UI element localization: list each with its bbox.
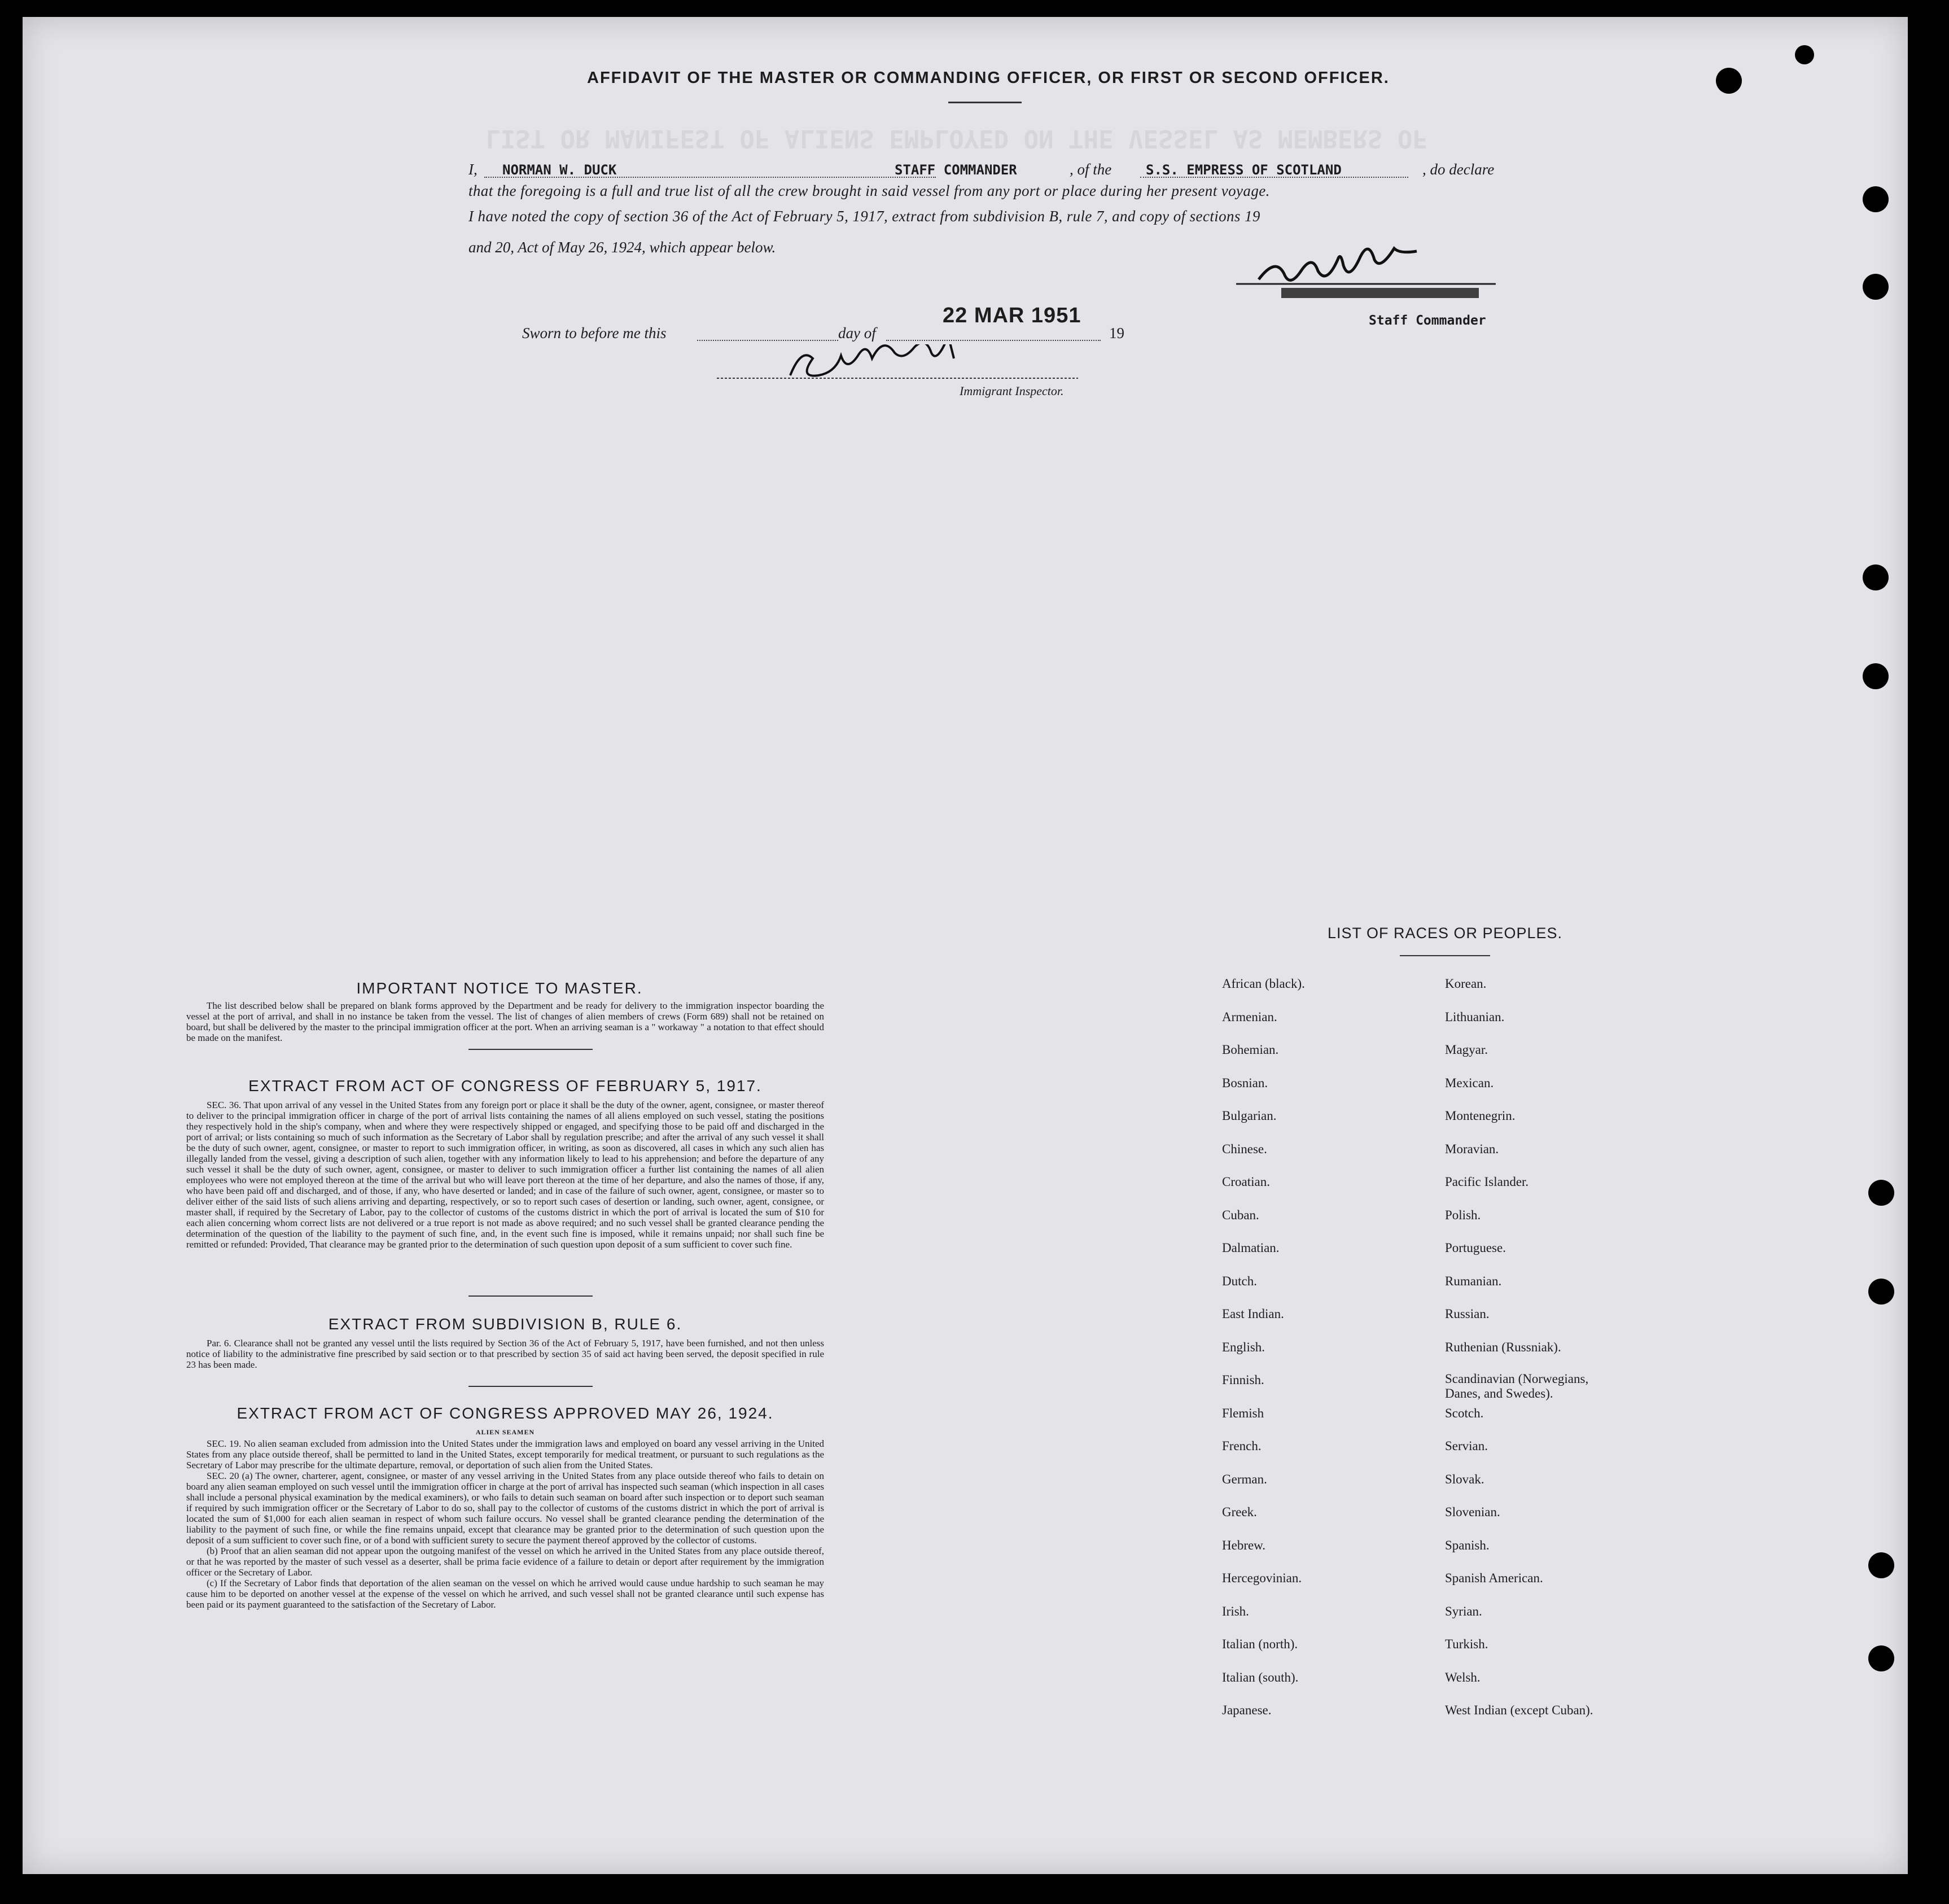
- affidavit-line-1: [468, 161, 1524, 181]
- punch-hole: [1863, 663, 1889, 689]
- subdivision-b-text: [186, 1338, 824, 1370]
- race-item: Dalmatian.: [1222, 1241, 1280, 1255]
- race-item: Cuban.: [1222, 1207, 1259, 1222]
- race-item: Scotch.: [1445, 1406, 1484, 1420]
- punch-hole: [1868, 1552, 1894, 1578]
- race-item: Spanish.: [1445, 1538, 1490, 1552]
- subdivision-b-title: EXTRACT FROM SUBDIVISION B, RULE 6.: [328, 1315, 682, 1333]
- races-title: LIST OF RACES OR PEOPLES.: [1327, 925, 1563, 942]
- sworn-text: Sworn to before me this: [522, 325, 667, 342]
- divider-rule: [468, 1049, 593, 1050]
- race-item: Polish.: [1445, 1207, 1481, 1222]
- race-item: Ruthenian (Russniak).: [1445, 1340, 1561, 1354]
- sec-36-paragraph: SEC. 36. That upon arrival of any vessel in the United States from any foreign port or place it shall be the duty of the owner, agent, consignee, or master thereof to deliver to the principal immigration officer in charge of the port of arrival lists containing the names of all aliens employed on such vessel, stating the positions they respectively hold in the ship's company, when and where they were respectively shipped or engaged, and specifying those to be paid off and discharged in the port of arrival; or lists containing so much of such information as the Secretary of Labor shall by regulation prescribe; and after the arrival of any such vessel it shall be the duty of such owner, agent, consignee, or master to report to such immigration officer, in writing, as soon as discovered, all cases in which any such alien has illegally landed from the vessel, giving a description of such alien, together with any information likely to lead to his apprehension; and before the departure of any such vessel it shall be the duty of such owner, agent, consignee, or master to deliver to such immigration officer a further list containing the names of all alien employees who were not employed thereon at the time of the arrival but who will leave port thereon at the time of her departure, and also the names of those, if any, who have been paid off and discharged, and of those, if any, who have deserted or landed; and in case of the failure of such owner, agent, consignee, or master so to deliver either of the said lists of such aliens arriving and departing, respectively, or so to report such cases of desertion or landing, such owner, agent, consignee, or master shall, if required by the Secretary of Labor, pay to the collector of customs of the customs district in which the port of arrival is located the sum of $10 for each alien concerning whom correct lists are not delivered or a true report is not made as above required; and no such vessel shall be granted clearance pending the determination of the question of the liability to the payment of such fine, and, in the event such fine is imposed, while it remains unpaid; nor shall such fine be remitted or refunded: Provided, That clearance may be granted prior to the determination of such question upon deposit of a sum sufficient to cover such fine.: [186, 1100, 824, 1250]
- race-item: Hercegovinian.: [1222, 1571, 1302, 1585]
- race-item: Finnish.: [1222, 1373, 1264, 1387]
- race-item: Moravian.: [1445, 1141, 1499, 1156]
- year-prefix: 19: [1109, 325, 1124, 342]
- race-item: Dutch.: [1222, 1273, 1257, 1288]
- race-item: French.: [1222, 1439, 1262, 1453]
- races-right-column: [1445, 975, 1682, 1735]
- affidavit-title: AFFIDAVIT OF THE MASTER OR COMMANDING OFFICER, OR FIRST OR SECOND OFFICER.: [587, 69, 1390, 87]
- affidavit-i: I,: [468, 161, 478, 178]
- race-item: Chinese.: [1222, 1141, 1267, 1156]
- notice-text: [186, 1000, 824, 1043]
- race-item: Syrian.: [1445, 1604, 1482, 1618]
- title-underline: [948, 102, 1022, 103]
- punch-hole: [1863, 564, 1889, 590]
- race-item: East Indian.: [1222, 1307, 1284, 1321]
- race-item: Bohemian.: [1222, 1043, 1279, 1057]
- race-item: Scandinavian (Norwegians, Danes, and Swedes).: [1445, 1372, 1589, 1400]
- race-item: Montenegrin.: [1445, 1109, 1516, 1123]
- race-item: Rumanian.: [1445, 1273, 1502, 1288]
- race-item: Italian (south).: [1222, 1670, 1299, 1684]
- race-item: Magyar.: [1445, 1043, 1488, 1057]
- extract-1917-title: EXTRACT FROM ACT OF CONGRESS OF FEBRUARY 5, 1917.: [248, 1077, 762, 1095]
- race-item: German.: [1222, 1472, 1267, 1486]
- race-item: Servian.: [1445, 1439, 1488, 1453]
- race-item: Mexican.: [1445, 1075, 1494, 1090]
- race-item: Welsh.: [1445, 1670, 1481, 1684]
- divider-rule: [468, 1386, 593, 1387]
- affidavit-line-3: I have noted the copy of section 36 of the Act of February 5, 1917, extract from subdivision B, rule 7, and copy of sections 19: [468, 208, 1260, 225]
- master-signature: [1236, 246, 1501, 308]
- vessel-name: S.S. EMPRESS OF SCOTLAND: [1146, 162, 1342, 178]
- punch-hole: [1795, 45, 1814, 64]
- affidavit-line-2: that the foregoing is a full and true list of all the crew brought in said vessel from any port or place during her present voyage.: [468, 182, 1270, 199]
- signature-title: Staff Commander: [1369, 313, 1486, 328]
- extract-1924-title: EXTRACT FROM ACT OF CONGRESS APPROVED MAY 26, 1924.: [236, 1404, 774, 1422]
- inspector-signature: [717, 344, 1078, 389]
- race-item: Flemish: [1222, 1406, 1264, 1420]
- race-item: Lithuanian.: [1445, 1009, 1505, 1024]
- race-item: Irish.: [1222, 1604, 1249, 1618]
- races-underline: [1400, 955, 1490, 956]
- punch-hole: [1868, 1645, 1894, 1671]
- race-item: Hebrew.: [1222, 1538, 1266, 1552]
- punch-hole: [1863, 274, 1889, 300]
- race-item: Greek.: [1222, 1505, 1257, 1519]
- race-item: Korean.: [1445, 977, 1487, 991]
- race-item: Slovak.: [1445, 1472, 1484, 1486]
- race-item: Armenian.: [1222, 1009, 1277, 1024]
- race-item: African (black).: [1222, 977, 1305, 991]
- race-item: Japanese.: [1222, 1703, 1272, 1717]
- extract-1917-text: [186, 1100, 824, 1250]
- sec-19-paragraph: SEC. 19. No alien seaman excluded from admission into the United States under the immigration laws and employed on board any vessel arriving in the United States from any place outside thereof, shall be permitted to land in the United States, except temporarily for medical treatment, or pursuant to such regulations as the Secretary of Labor may prescribe for the ultimate departure, removal, or deportation of such alien from the United States.: [186, 1438, 824, 1470]
- master-name: NORMAN W. DUCK: [502, 162, 617, 178]
- race-item: Pacific Islander.: [1445, 1175, 1529, 1189]
- do-declare-text: , do declare: [1422, 161, 1495, 178]
- of-the-text: , of the: [1070, 161, 1112, 178]
- sec-20b-paragraph: (b) Proof that an alien seaman did not appear upon the outgoing manifest of the vessel on which he arrived in the United States from any place outside thereof, or that he was reported by the master of such vessel as a deserter, shall be prima facie evidence of a failure to detain or deport after requirement by the immigration officer or the Secretary of Labor.: [186, 1546, 824, 1578]
- sec-20a-paragraph: SEC. 20 (a) The owner, charterer, agent, consignee, or master of any vessel arriving in the United States from any place outside thereof who fails to detain on board any alien seaman employed on such vessel until the immigration officer in charge at the port of arrival has inspected such seaman (which inspection in all cases shall include a personal physical examination by the medical examiners), or who fails to detain such seaman on board after such inspection or to deport such seaman if required by such immigration officer or the Secretary of Labor to do so, shall pay to the collector of customs of the customs district in which the port of arrival is located the sum of $1,000 for each alien seaman in respect of whom such failure occurs. No vessel shall be granted clearance pending the determination of the liability to the payment of such fine, or while the fine remains unpaid, except that clearance may be granted prior to the determination of such question upon the deposit of a sum sufficient to cover such fine, or of a bond with sufficient surety to secure the payment thereof approved by the collector of customs.: [186, 1470, 824, 1546]
- document-page: [23, 17, 1908, 1874]
- notice-title: IMPORTANT NOTICE TO MASTER.: [356, 979, 643, 997]
- race-item: Croatian.: [1222, 1175, 1270, 1189]
- sworn-fill-line: [697, 340, 838, 341]
- race-item: Bulgarian.: [1222, 1109, 1277, 1123]
- race-item: Spanish American.: [1445, 1571, 1543, 1585]
- race-item: Portuguese.: [1445, 1241, 1506, 1255]
- bleed-through-text: LIST OR MANIFEST OF ALIENS EMPLOYED ON THE VESSEL AS MEMBERS OF: [485, 124, 1427, 153]
- sec-20c-paragraph: (c) If the Secretary of Labor finds that deportation of the alien seaman on the vessel on which he arrived would cause undue hardship to such seaman he may cause him to be deported on another vessel at the expense of the vessel on which he arrived, and such vessel shall not be granted clearance until such expense has been paid or its payment guaranteed to the satisfaction of the Secretary of Labor.: [186, 1578, 824, 1610]
- race-item: Italian (north).: [1222, 1637, 1298, 1651]
- day-of-text: day of: [838, 325, 876, 342]
- race-item: Russian.: [1445, 1307, 1490, 1321]
- extract-1924-text: [186, 1438, 824, 1610]
- alien-seamen-subtitle: ALIEN SEAMEN: [475, 1428, 535, 1436]
- date-fill-line: [886, 340, 1101, 341]
- race-item: West Indian (except Cuban).: [1445, 1703, 1593, 1717]
- date-stamp: 22 MAR 1951: [943, 304, 1081, 327]
- inspector-label: Immigrant Inspector.: [960, 384, 1064, 398]
- master-rank: STAFF COMMANDER: [895, 162, 1017, 178]
- divider-rule: [468, 1295, 593, 1297]
- race-item: Slovenian.: [1445, 1505, 1500, 1519]
- punch-hole: [1863, 186, 1889, 212]
- affidavit-line-4: and 20, Act of May 26, 1924, which appear below.: [468, 239, 776, 256]
- race-item: English.: [1222, 1340, 1265, 1354]
- punch-hole: [1868, 1180, 1894, 1206]
- notice-paragraph: The list described below shall be prepared on blank forms approved by the Department and be ready for delivery to the immigration inspector boarding the vessel at the port of arrival, and shall in no instance be taken from the vessel. The list of changes of alien members of crews (Form 689) shall not be retained on board, but shall be delivered by the master to the principal immigration officer at the port. When an arriving seaman is a " workaway " a notation to that effect should be made on the manifest.: [186, 1000, 824, 1043]
- punch-hole: [1716, 68, 1742, 94]
- punch-hole: [1868, 1279, 1894, 1305]
- par-6-paragraph: Par. 6. Clearance shall not be granted any vessel until the lists required by Section 36 of the Act of February 5, 1917, have been furnished, and not then unless notice of liability to the administrative fine prescribed by said section or to that prescribed by section 35 of said act having been served, the deposit specified in rule 23 has been made.: [186, 1338, 824, 1370]
- race-item: Bosnian.: [1222, 1075, 1268, 1090]
- race-item: Turkish.: [1445, 1637, 1488, 1651]
- races-left-column: [1222, 975, 1436, 1735]
